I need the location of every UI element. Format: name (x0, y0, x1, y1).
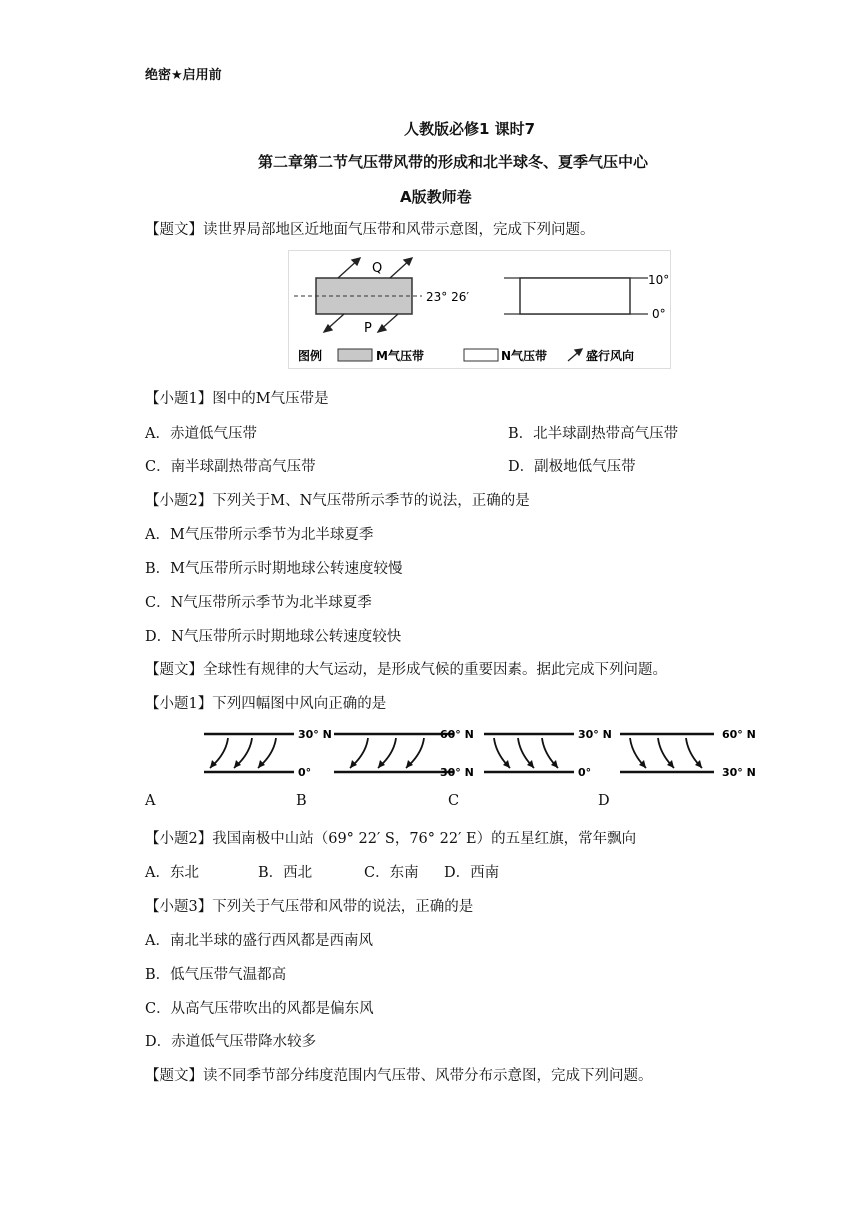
s1-q2-option-c: C．N气压带所示季节为北半球夏季 (145, 595, 372, 611)
s1-q1-option-b: B．北半球副热带高气压带 (508, 426, 679, 442)
figure-label-a: A (145, 793, 156, 809)
legend-n: N气压带 (501, 349, 548, 363)
fig-d-bottom-label: 30° N (722, 766, 756, 779)
s2-q2-option-c: C．东南 (364, 865, 419, 881)
s2-q2-option-d: D．西南 (444, 865, 500, 881)
pressure-belt-figure (288, 250, 672, 370)
fig-b-bottom-label: 30° N (440, 766, 474, 779)
s1-q1-option-d: D．副极地低气压带 (508, 459, 636, 475)
s2-q3-option-a: A．南北半球的盛行西风都是西南风 (145, 933, 373, 949)
legend-wind: 盛行风向 (586, 349, 635, 363)
figure-label-b: B (296, 793, 307, 809)
confidential-label: 绝密★启用前 (145, 68, 222, 83)
fig-b-top-label: 60° N (440, 728, 474, 741)
fig-c-bottom-label: 0° (578, 766, 592, 779)
s2-q2-option-b: B．西北 (258, 865, 313, 881)
s2-q2-option-a: A．东北 (145, 865, 199, 881)
wind-arrows-c (494, 738, 558, 768)
wind-arrows-a (210, 738, 276, 768)
document-title: 人教版必修1 课时7 (404, 120, 536, 138)
fig-a-top-label: 30° N (298, 728, 332, 741)
legend-m: M气压带 (376, 349, 424, 363)
wind-direction-figures (200, 722, 770, 784)
s2-q2-stem: 【小题2】我国南极中山站（69° 22′ S，76° 22′ E）的五星红旗，常年飘向 (145, 831, 637, 847)
s1-q1-stem: 【小题1】图中的M气压带是 (145, 391, 329, 407)
figure-label-c: C (448, 793, 460, 809)
section1-stem: 【题文】读世界局部地区近地面气压带和风带示意图，完成下列问题。 (145, 222, 595, 238)
document-subtitle: 第二章第二节气压带风带的形成和北半球冬、夏季气压中心 (258, 153, 649, 171)
legend-title: 图例 (298, 349, 323, 363)
s1-q2-stem: 【小题2】下列关于M、N气压带所示季节的说法，正确的是 (145, 493, 530, 509)
s2-q3-option-d: D．赤道低气压带降水较多 (145, 1034, 317, 1050)
lat-10-label: 10° (648, 273, 670, 287)
s1-q2-option-d: D．N气压带所示时期地球公转速度较快 (145, 629, 402, 645)
s1-q1-option-a: A．赤道低气压带 (145, 426, 257, 442)
document-version: A版教师卷 (400, 188, 472, 206)
wind-arrows-b (350, 738, 424, 768)
section2-stem: 【题文】全球性有规律的大气运动，是形成气候的重要因素。据此完成下列问题。 (145, 662, 667, 678)
n-pressure-belt (520, 278, 630, 314)
section3-stem: 【题文】读不同季节部分纬度范围内气压带、风带分布示意图，完成下列问题。 (145, 1068, 653, 1084)
lat-2326-label: 23° 26′ (426, 290, 470, 304)
s1-q2-option-b: B．M气压带所示时期地球公转速度较慢 (145, 561, 403, 577)
s1-q2-option-a: A．M气压带所示季节为北半球夏季 (145, 527, 374, 543)
label-p: P (364, 321, 372, 336)
s2-q3-stem: 【小题3】下列关于气压带和风带的说法，正确的是 (145, 899, 474, 915)
lat-0-label: 0° (652, 307, 666, 321)
figure-label-d: D (598, 793, 610, 809)
fig-a-bottom-label: 0° (298, 766, 312, 779)
s1-q1-option-c: C．南半球副热带高气压带 (145, 459, 316, 475)
s2-q1-stem: 【小题1】下列四幅图中风向正确的是 (145, 696, 387, 712)
s2-q3-option-b: B．低气压带气温都高 (145, 967, 287, 983)
fig-d-top-label: 60° N (722, 728, 756, 741)
label-q: Q (372, 261, 383, 276)
fig-c-top-label: 30° N (578, 728, 612, 741)
s2-q3-option-c: C．从高气压带吹出的风都是偏东风 (145, 1001, 374, 1017)
